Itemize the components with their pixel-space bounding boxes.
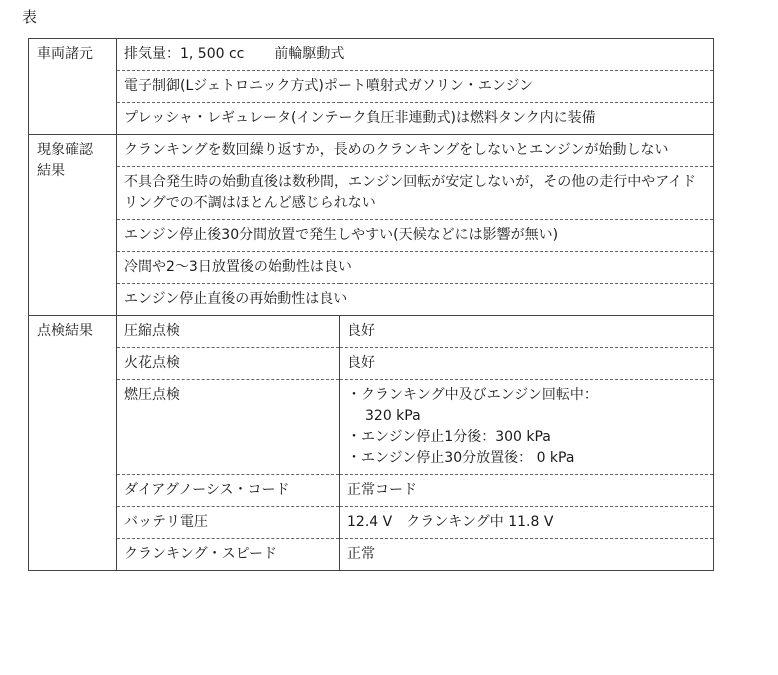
- fuel-pressure-line: 320 kPa: [365, 408, 421, 424]
- table-row: [29, 220, 714, 252]
- phenomenon-text: 冷間や2～3日放置後の始動性は良い: [124, 259, 352, 275]
- phenomenon-cell: [117, 284, 714, 316]
- inspection-item: 燃圧点検: [124, 387, 180, 403]
- inspection-result: 12.4 V クランキング中 11.8 V: [347, 514, 554, 530]
- table-row: [29, 348, 714, 380]
- phenomenon-text: 不具合発生時の始動直後は数秒間，エンジン回転が安定しないが，その他の走行中やアイドリングでの不調はほとんど感じられない: [124, 174, 697, 211]
- table-row: [29, 71, 714, 103]
- inspection-item-cell: [117, 380, 340, 475]
- displacement-text: 排気量：1, 500 cc: [124, 46, 245, 62]
- phenomenon-text: クランキングを数回繰り返すか，長めのクランキングをしないとエンジンが始動しない: [124, 142, 669, 158]
- drive-text: 前輪駆動式: [274, 46, 345, 62]
- table-row: [29, 507, 714, 539]
- engine-text: 電子制御(Lジェトロニック方式)ポート噴射式ガソリン・エンジン: [124, 78, 534, 94]
- inspection-result-cell: [340, 316, 714, 348]
- table-row: [29, 539, 714, 571]
- inspection-category-label: 点検結果: [37, 323, 93, 339]
- inspection-item-cell: [117, 316, 340, 348]
- table-row: [29, 135, 714, 167]
- inspection-item: クランキング・スピード: [124, 546, 278, 562]
- table-row: [29, 316, 714, 348]
- inspection-result-cell: [340, 348, 714, 380]
- inspection-item: 火花点検: [124, 355, 180, 371]
- inspection-result-cell: [340, 380, 714, 475]
- regulator-cell: [117, 103, 714, 135]
- inspection-item-cell: [117, 507, 340, 539]
- table-row: [29, 39, 714, 71]
- inspection-item: バッテリ電圧: [124, 514, 208, 530]
- inspection-result: 良好: [347, 355, 375, 371]
- vehicle-displacement-cell: [117, 39, 714, 71]
- inspection-result: 良好: [347, 323, 375, 339]
- fuel-pressure-line: ・エンジン停止1分後：300 kPa: [347, 429, 551, 445]
- inspection-item-cell: [117, 348, 340, 380]
- table-row: [29, 252, 714, 284]
- phenomenon-category-line1: 現象確認: [37, 142, 93, 158]
- phenomenon-cell: [117, 220, 714, 252]
- inspection-result-cell: [340, 507, 714, 539]
- table-row: [29, 380, 714, 475]
- engine-cell: [117, 71, 714, 103]
- table-caption: 表: [22, 8, 38, 26]
- inspection-item: ダイアグノーシス・コード: [124, 482, 290, 498]
- phenomenon-text: エンジン停止直後の再始動性は良い: [124, 291, 348, 307]
- phenomenon-cell: [117, 135, 714, 167]
- inspection-category-cell: [29, 316, 117, 571]
- inspection-result: 正常: [347, 546, 375, 562]
- phenomenon-cell: [117, 252, 714, 284]
- table-row: [29, 167, 714, 220]
- regulator-text: プレッシャ・レギュレータ(インテーク負圧非連動式)は燃料タンク内に装備: [124, 110, 596, 126]
- inspection-item: 圧縮点検: [124, 323, 180, 339]
- phenomenon-text: エンジン停止後30分間放置で発生しやすい(天候などには影響が無い): [124, 227, 559, 243]
- table-row: [29, 103, 714, 135]
- inspection-result-cell: [340, 475, 714, 507]
- vehicle-category-cell: [29, 39, 117, 135]
- inspection-item-cell: [117, 475, 340, 507]
- phenomenon-cell: [117, 167, 714, 220]
- inspection-result-cell: [340, 539, 714, 571]
- fuel-pressure-line: ・エンジン停止30分放置後： 0 kPa: [347, 450, 575, 466]
- phenomenon-category-line2: 結果: [37, 163, 65, 179]
- inspection-item-cell: [117, 539, 340, 571]
- table-row: [29, 475, 714, 507]
- inspection-result: 正常コード: [347, 482, 417, 498]
- table-row: [29, 284, 714, 316]
- phenomenon-category-cell: [29, 135, 117, 316]
- vehicle-category-label: 車両諸元: [37, 46, 93, 62]
- fuel-pressure-line: ・クランキング中及びエンジン回転中：: [347, 387, 598, 403]
- spec-table: [28, 38, 714, 571]
